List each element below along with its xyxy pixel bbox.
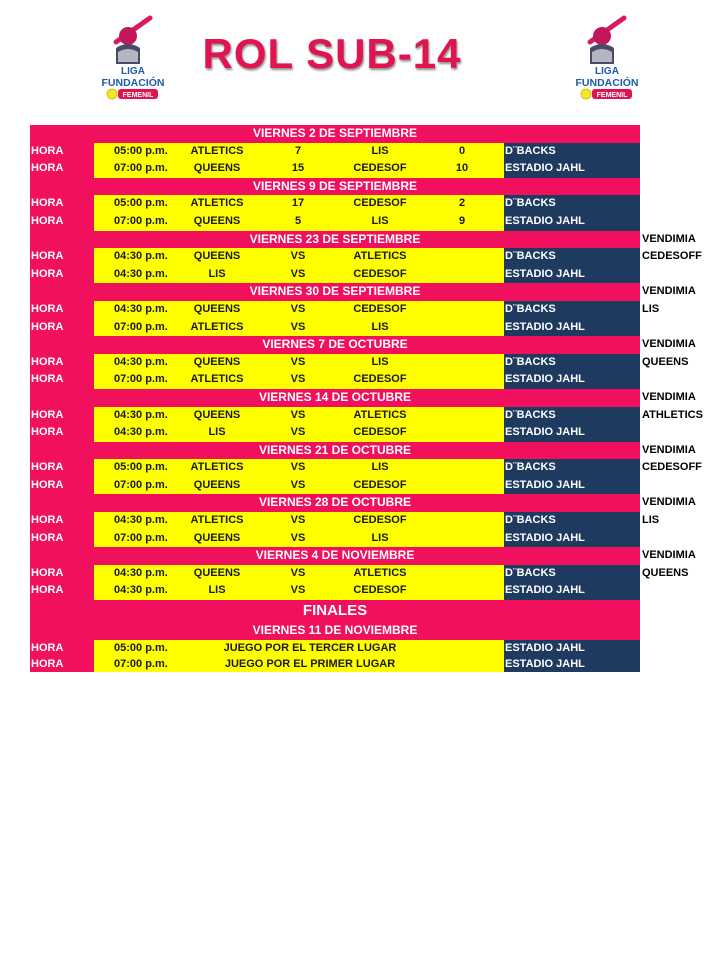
hora-label: HORA [30, 248, 94, 266]
side-note: QUEENS [642, 566, 689, 579]
away-score: 0 [458, 144, 466, 157]
away-score: 10 [455, 162, 469, 175]
home-score: VS [290, 566, 306, 579]
home-score: 7 [294, 144, 302, 157]
side-note: CEDESOFF [642, 250, 702, 263]
away-score [450, 582, 474, 600]
game-row [30, 477, 710, 495]
home-team: QUEENS [193, 355, 241, 368]
venue: D¨BACKS [504, 565, 640, 583]
game-row [30, 301, 710, 319]
home-team: LIS [208, 426, 226, 439]
game-time: 05:00 p.m. [114, 144, 168, 157]
venue: D¨BACKS [504, 512, 640, 530]
hora-label: HORA [30, 371, 94, 389]
date-header-row [30, 231, 710, 249]
venue: ESTADIO JAHL [504, 160, 640, 178]
away-score [450, 301, 474, 319]
side-note: VENDIMIA [642, 390, 696, 403]
game-time: 07:00 p.m. [114, 214, 168, 227]
game-time: 04:30 p.m. [114, 302, 168, 315]
home-score: VS [290, 461, 306, 474]
home-score: 15 [291, 162, 305, 175]
away-team: ATLETICS [353, 408, 407, 421]
date-header-row [30, 283, 710, 301]
side-note: ATHLETICS [642, 408, 703, 421]
away-score [450, 266, 474, 284]
logo-text-fundacion: FUNDACIÓN [575, 77, 639, 89]
hora-label: HORA [30, 512, 94, 530]
game-time: 07:00 p.m. [114, 478, 168, 491]
away-team: LIS [371, 214, 389, 227]
home-score: VS [290, 267, 306, 280]
date-header-row [30, 622, 710, 640]
game-row [30, 143, 710, 161]
logo-text-liga: LIGA [595, 66, 619, 77]
side-note [642, 477, 712, 495]
game-time: 04:30 p.m. [114, 355, 168, 368]
home-score: VS [290, 584, 306, 597]
date-header-row [30, 494, 710, 512]
home-team: ATLETICS [190, 461, 244, 474]
away-score [450, 424, 474, 442]
away-team: CEDESOF [353, 426, 407, 439]
side-note [642, 424, 712, 442]
game-time: 07:00 p.m. [114, 657, 168, 670]
away-team: CEDESOF [353, 478, 407, 491]
venue: D¨BACKS [504, 143, 640, 161]
side-note [642, 213, 712, 231]
side-note: VENDIMIA [642, 232, 696, 245]
venue: D¨BACKS [504, 407, 640, 425]
finals-title-row [30, 600, 710, 622]
game-row [30, 266, 710, 284]
away-score [450, 407, 474, 425]
game-time: 04:30 p.m. [114, 408, 168, 421]
hora-label: HORA [30, 319, 94, 337]
home-score: VS [290, 302, 306, 315]
game-time: 04:30 p.m. [114, 267, 168, 280]
date-header: VIERNES 9 DE SEPTIEMBRE [30, 178, 640, 196]
date-header: VIERNES 23 DE SEPTIEMBRE [30, 231, 640, 249]
hora-label: HORA [30, 407, 94, 425]
finals-title: FINALES [30, 600, 640, 622]
venue: D¨BACKS [504, 354, 640, 372]
venue: D¨BACKS [504, 195, 640, 213]
game-row [30, 319, 710, 337]
away-team: CEDESOF [353, 584, 407, 597]
venue: ESTADIO JAHL [504, 656, 640, 672]
final-game-label: JUEGO POR EL TERCER LUGAR [223, 641, 397, 654]
game-row [30, 459, 710, 477]
hora-label: HORA [30, 530, 94, 548]
game-time: 04:30 p.m. [114, 566, 168, 579]
side-note [642, 319, 712, 337]
game-row [30, 213, 710, 231]
away-score [450, 371, 474, 389]
away-team: CEDESOF [353, 197, 407, 210]
final-game-row [30, 656, 710, 672]
away-team: LIS [371, 144, 389, 157]
game-time: 05:00 p.m. [114, 197, 168, 210]
venue: ESTADIO JAHL [504, 530, 640, 548]
away-team: CEDESOF [353, 514, 407, 527]
away-team: ATLETICS [353, 566, 407, 579]
away-team: LIS [371, 320, 389, 333]
home-team: QUEENS [193, 478, 241, 491]
date-header: VIERNES 11 DE NOVIEMBRE [30, 622, 640, 640]
home-team: QUEENS [193, 408, 241, 421]
away-team: LIS [371, 461, 389, 474]
game-time: 04:30 p.m. [114, 514, 168, 527]
away-team: CEDESOF [353, 267, 407, 280]
game-time: 05:00 p.m. [114, 461, 168, 474]
away-score: 2 [458, 197, 466, 210]
logo-text-fundacion: FUNDACIÓN [101, 77, 165, 89]
logo-text-liga: LIGA [121, 66, 145, 77]
game-row [30, 160, 710, 178]
game-row [30, 424, 710, 442]
side-note [642, 266, 712, 284]
hora-label: HORA [30, 656, 94, 672]
home-score: VS [290, 531, 306, 544]
game-time: 07:00 p.m. [114, 531, 168, 544]
venue: D¨BACKS [504, 248, 640, 266]
away-team: LIS [371, 355, 389, 368]
side-note: VENDIMIA [642, 549, 696, 562]
venue: ESTADIO JAHL [504, 640, 640, 656]
game-row [30, 248, 710, 266]
side-note: LIS [642, 302, 660, 315]
side-note: VENDIMIA [642, 285, 696, 298]
venue: ESTADIO JAHL [504, 371, 640, 389]
game-time: 07:00 p.m. [114, 373, 168, 386]
game-time: 04:30 p.m. [114, 426, 168, 439]
home-team: ATLETICS [190, 514, 244, 527]
away-team: CEDESOF [353, 302, 407, 315]
hora-label: HORA [30, 301, 94, 319]
home-team: QUEENS [193, 214, 241, 227]
home-score: VS [290, 355, 306, 368]
date-header: VIERNES 4 DE NOVIEMBRE [30, 547, 640, 565]
hora-label: HORA [30, 477, 94, 495]
hora-label: HORA [30, 565, 94, 583]
side-note: VENDIMIA [642, 338, 696, 351]
home-score: VS [290, 250, 306, 263]
game-row [30, 512, 710, 530]
game-row [30, 565, 710, 583]
date-header: VIERNES 7 DE OCTUBRE [30, 336, 640, 354]
side-note [642, 143, 712, 161]
date-header: VIERNES 30 DE SEPTIEMBRE [30, 283, 640, 301]
away-score [450, 459, 474, 477]
side-note: CEDESOFF [642, 461, 702, 474]
schedule-table [30, 125, 710, 672]
side-note [642, 195, 712, 213]
home-score: VS [290, 478, 306, 491]
home-score: VS [290, 373, 306, 386]
logo-text-femenil: FEMENIL [122, 92, 154, 99]
side-note: QUEENS [642, 355, 689, 368]
home-team: QUEENS [193, 531, 241, 544]
game-time: 04:30 p.m. [114, 584, 168, 597]
date-header-row [30, 178, 710, 196]
away-score [450, 354, 474, 372]
hora-label: HORA [30, 266, 94, 284]
away-score: 9 [458, 214, 466, 227]
away-score [450, 565, 474, 583]
away-score [450, 530, 474, 548]
game-time: 07:00 p.m. [114, 162, 168, 175]
hora-label: HORA [30, 459, 94, 477]
venue: ESTADIO JAHL [504, 582, 640, 600]
page-title: ROL SUB-14 [202, 30, 462, 77]
hora-label: HORA [30, 582, 94, 600]
home-score: VS [290, 514, 306, 527]
date-header-row [30, 125, 710, 143]
home-score: VS [290, 426, 306, 439]
game-time: 04:30 p.m. [114, 250, 168, 263]
home-score: VS [290, 320, 306, 333]
side-note [642, 530, 712, 548]
home-team: LIS [208, 584, 226, 597]
hora-label: HORA [30, 143, 94, 161]
home-score: 17 [291, 197, 305, 210]
date-header-row [30, 336, 710, 354]
side-note [642, 178, 712, 196]
game-row [30, 582, 710, 600]
side-note [642, 582, 712, 600]
date-header: VIERNES 2 DE SEPTIEMBRE [30, 125, 640, 143]
side-note [642, 160, 712, 178]
date-header-row [30, 442, 710, 460]
game-row [30, 195, 710, 213]
game-time: 05:00 p.m. [114, 641, 168, 654]
final-game-label: JUEGO POR EL PRIMER LUGAR [224, 657, 396, 670]
side-note [642, 125, 712, 143]
side-note [642, 371, 712, 389]
away-team: CEDESOF [353, 162, 407, 175]
side-note: LIS [642, 514, 660, 527]
home-score: VS [290, 408, 306, 421]
date-header-row [30, 389, 710, 407]
game-row [30, 407, 710, 425]
date-header: VIERNES 28 DE OCTUBRE [30, 494, 640, 512]
away-team: LIS [371, 531, 389, 544]
home-team: LIS [208, 267, 226, 280]
game-time: 07:00 p.m. [114, 320, 168, 333]
home-team: QUEENS [193, 302, 241, 315]
away-score [450, 512, 474, 530]
away-score [450, 477, 474, 495]
venue: D¨BACKS [504, 301, 640, 319]
side-note: VENDIMIA [642, 496, 696, 509]
away-team: CEDESOF [353, 373, 407, 386]
hora-label: HORA [30, 160, 94, 178]
away-team: ATLETICS [353, 250, 407, 263]
venue: ESTADIO JAHL [504, 424, 640, 442]
hora-label: HORA [30, 424, 94, 442]
home-team: QUEENS [193, 250, 241, 263]
venue: ESTADIO JAHL [504, 477, 640, 495]
away-score [450, 319, 474, 337]
home-team: ATLETICS [190, 373, 244, 386]
side-note: VENDIMIA [642, 443, 696, 456]
hora-label: HORA [30, 640, 94, 656]
hora-label: HORA [30, 213, 94, 231]
logo-text-femenil: FEMENIL [596, 92, 628, 99]
home-team: ATLETICS [190, 197, 244, 210]
venue: D¨BACKS [504, 459, 640, 477]
hora-label: HORA [30, 354, 94, 372]
home-team: QUEENS [193, 162, 241, 175]
final-game-row [30, 640, 710, 656]
date-header: VIERNES 21 DE OCTUBRE [30, 442, 640, 460]
game-row [30, 371, 710, 389]
game-row [30, 354, 710, 372]
venue: ESTADIO JAHL [504, 213, 640, 231]
away-score [450, 248, 474, 266]
home-score: 5 [294, 214, 302, 227]
date-header-row [30, 547, 710, 565]
venue: ESTADIO JAHL [504, 266, 640, 284]
home-team: ATLETICS [190, 320, 244, 333]
date-header: VIERNES 14 DE OCTUBRE [30, 389, 640, 407]
venue: ESTADIO JAHL [504, 319, 640, 337]
hora-label: HORA [30, 195, 94, 213]
home-team: ATLETICS [190, 144, 244, 157]
game-row [30, 530, 710, 548]
home-team: QUEENS [193, 566, 241, 579]
